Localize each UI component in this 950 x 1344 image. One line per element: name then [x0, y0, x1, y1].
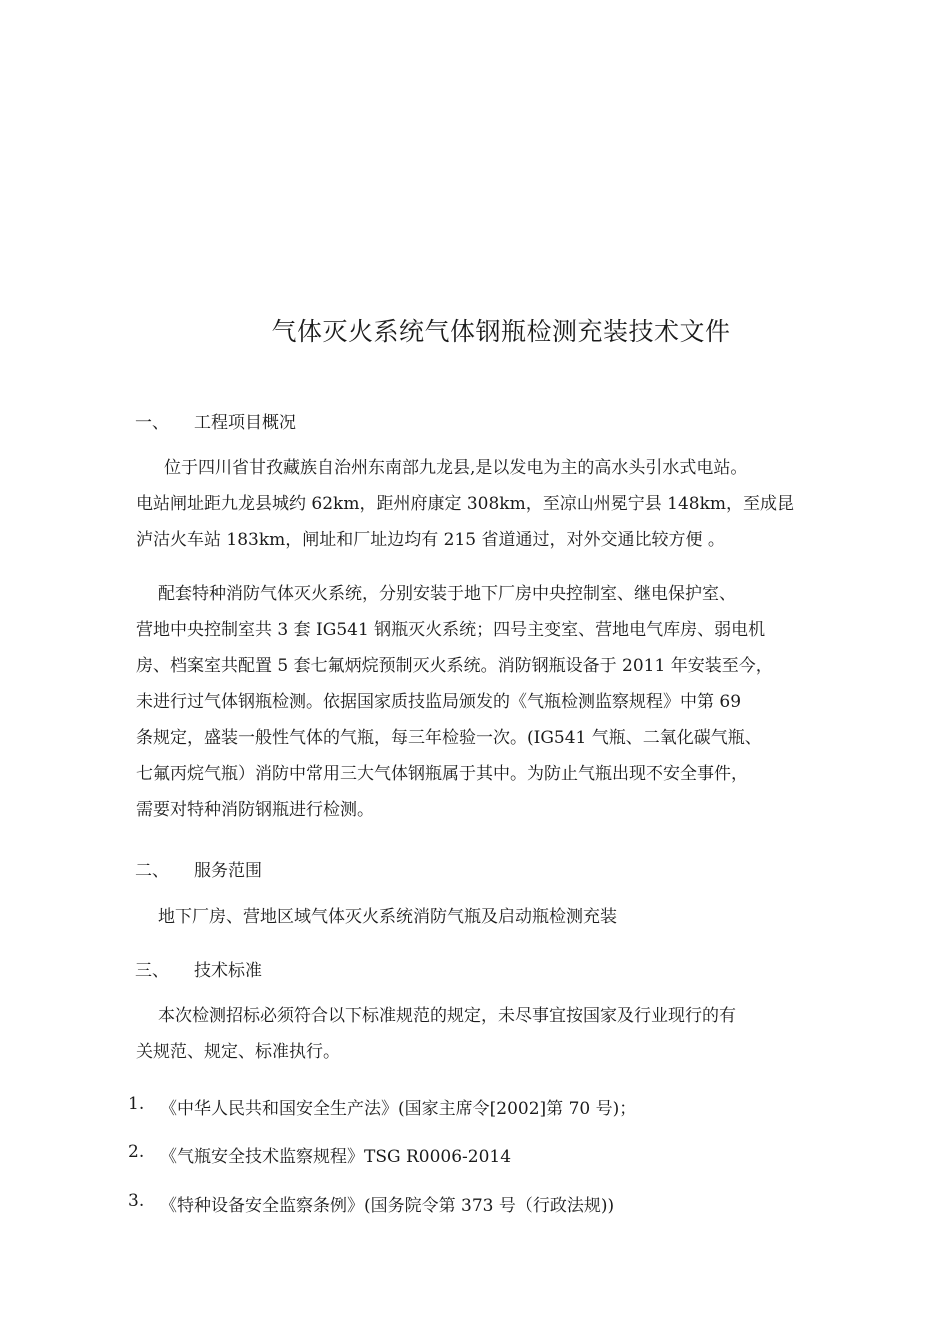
paragraph-line: 泸沽火车站 183km，闸址和厂址边均有 215 省道通过，对外交通比较方便 。	[136, 530, 725, 550]
paragraph-line: 关规范、规定、标准执行。	[136, 1042, 340, 1062]
paragraph-line: 七氟丙烷气瓶）消防中常用三大气体钢瓶属于其中。为防止气瓶出现不安全事件，	[136, 764, 748, 784]
paragraph-line: 地下厂房、营地区域气体灭火系统消防气瓶及启动瓶检测充装	[158, 907, 617, 927]
list-text: 《特种设备安全监察条例》(国务院令第 373 号（行政法规))	[160, 1196, 615, 1216]
paragraph-line: 营地中央控制室共 3 套 IG541 钢瓶灭火系统；四号主变室、营地电气库房、弱电机	[136, 620, 766, 640]
section-title: 服务范围	[194, 861, 262, 881]
section-heading-2	[135, 856, 262, 881]
paragraph-line: 未进行过气体钢瓶检测。依据国家质技监局颁发的《气瓶检测监察规程》中第 69	[136, 692, 742, 712]
list-text: 《中华人民共和国安全生产法》(国家主席令[2002]第 70 号)；	[160, 1099, 637, 1119]
paragraph-line: 本次检测招标必须符合以下标准规范的规定，未尽事宜按国家及行业现行的有	[158, 1006, 736, 1026]
standard-item-2	[128, 1142, 511, 1167]
paragraph-line: 房、档案室共配置 5 套七氟炳烷预制灭火系统。消防钢瓶设备于 2011 年安装至今，	[136, 656, 773, 676]
paragraph-service-scope	[136, 899, 826, 935]
section-heading-3	[135, 956, 262, 981]
paragraph-line: 位于四川省甘孜藏族自治州东南部九龙县,是以发电为主的高水头引水式电站。	[164, 458, 748, 478]
paragraph-project-overview	[136, 450, 826, 558]
section-number: 三、	[135, 961, 169, 981]
list-text: 《气瓶安全技术监察规程》TSG R0006-2014	[160, 1147, 512, 1167]
section-number: 一、	[135, 413, 169, 433]
section-number: 二、	[135, 861, 169, 881]
paragraph-line: 条规定，盛装一般性气体的气瓶，每三年检验一次。(IG541 气瓶、二氧化碳气瓶、	[136, 728, 762, 748]
paragraph-line: 电站闸址距九龙县城约 62km，距州府康定 308km，至凉山州冕宁县 148km，至成昆	[136, 494, 795, 514]
list-number: 3.	[128, 1191, 145, 1211]
paragraph-line: 需要对特种消防钢瓶进行检测。	[136, 800, 374, 820]
section-title: 工程项目概况	[194, 413, 296, 433]
paragraph-line: 配套特种消防气体灭火系统，分别安装于地下厂房中央控制室、继电保护室、	[158, 584, 736, 604]
section-heading-1	[135, 408, 296, 433]
list-number: 2.	[128, 1142, 145, 1162]
standard-item-1	[128, 1094, 636, 1119]
document-title: 气体灭火系统气体钢瓶检测充装技术文件	[271, 317, 731, 346]
standard-item-3	[128, 1191, 614, 1216]
paragraph-fire-system	[136, 576, 826, 828]
paragraph-standards-intro	[136, 998, 826, 1070]
section-title: 技术标准	[194, 961, 262, 981]
list-number: 1.	[128, 1094, 145, 1114]
